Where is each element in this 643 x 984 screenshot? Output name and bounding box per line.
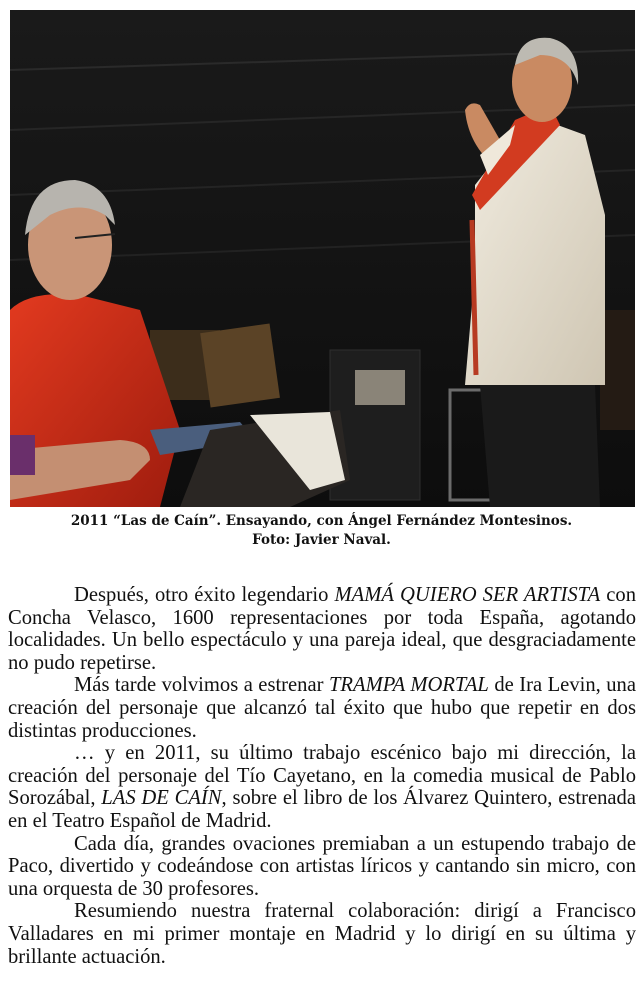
paragraph-2-text-a: Más tarde volvimos a estrenar	[74, 674, 329, 697]
paragraph-5: Resumiendo nuestra fraternal colaboración: dirigí a Francisco Valladares en mi primer montaje en Madrid y lo dirigí en su última y brillante actuación.	[8, 900, 636, 968]
paragraph-2-text-b: de Ira Levin, una creación del personaje que alcanzó tal éxito que hubo que repetir en dos distintas producciones.	[8, 674, 636, 742]
paragraph-1-text-b: con Concha Velasco, 1600 representaciones por toda España, agotando localidades. Un bello espectáculo y una pareja ideal, que desgraciadamente no pudo repetirse.	[8, 584, 636, 674]
paragraph-1	[8, 584, 636, 674]
show-title-trampa-mortal: TRAMPA MORTAL	[328, 674, 489, 697]
show-title-las-de-cain: LAS DE CAÍN	[101, 787, 222, 810]
paragraph-1-text-a: Después, otro éxito legendario	[74, 584, 335, 606]
paragraph-4: Cada día, grandes ovaciones premiaban a un estupendo trabajo de Paco, divertido y codeándose con artistas líricos y cantando sin micro, con una orquesta de 30 profesores.	[8, 832, 636, 900]
paragraph-2	[8, 674, 636, 742]
article-body	[8, 584, 636, 968]
caption-line-2: Foto: Javier Naval.	[252, 532, 391, 548]
paragraph-3-text-a: … y en 2011, su último trabajo escénico bajo mi dirección, la creación del personaje del Tío Cayetano, en la comedia musical de Pablo Sorozábal,	[8, 742, 636, 810]
photo-caption	[0, 512, 643, 550]
show-title-mama-quiero-ser-artista: MAMÁ QUIERO SER ARTISTA	[334, 584, 601, 606]
paragraph-3	[8, 742, 636, 832]
rehearsal-photo	[10, 10, 635, 507]
caption-line-1: 2011 “Las de Caín”. Ensayando, con Ángel Fernández Montesinos.	[70, 513, 573, 529]
paragraph-3-text-b: , sobre el libro de los Álvarez Quintero, estrenada en el Teatro Español de Madrid.	[8, 787, 636, 832]
